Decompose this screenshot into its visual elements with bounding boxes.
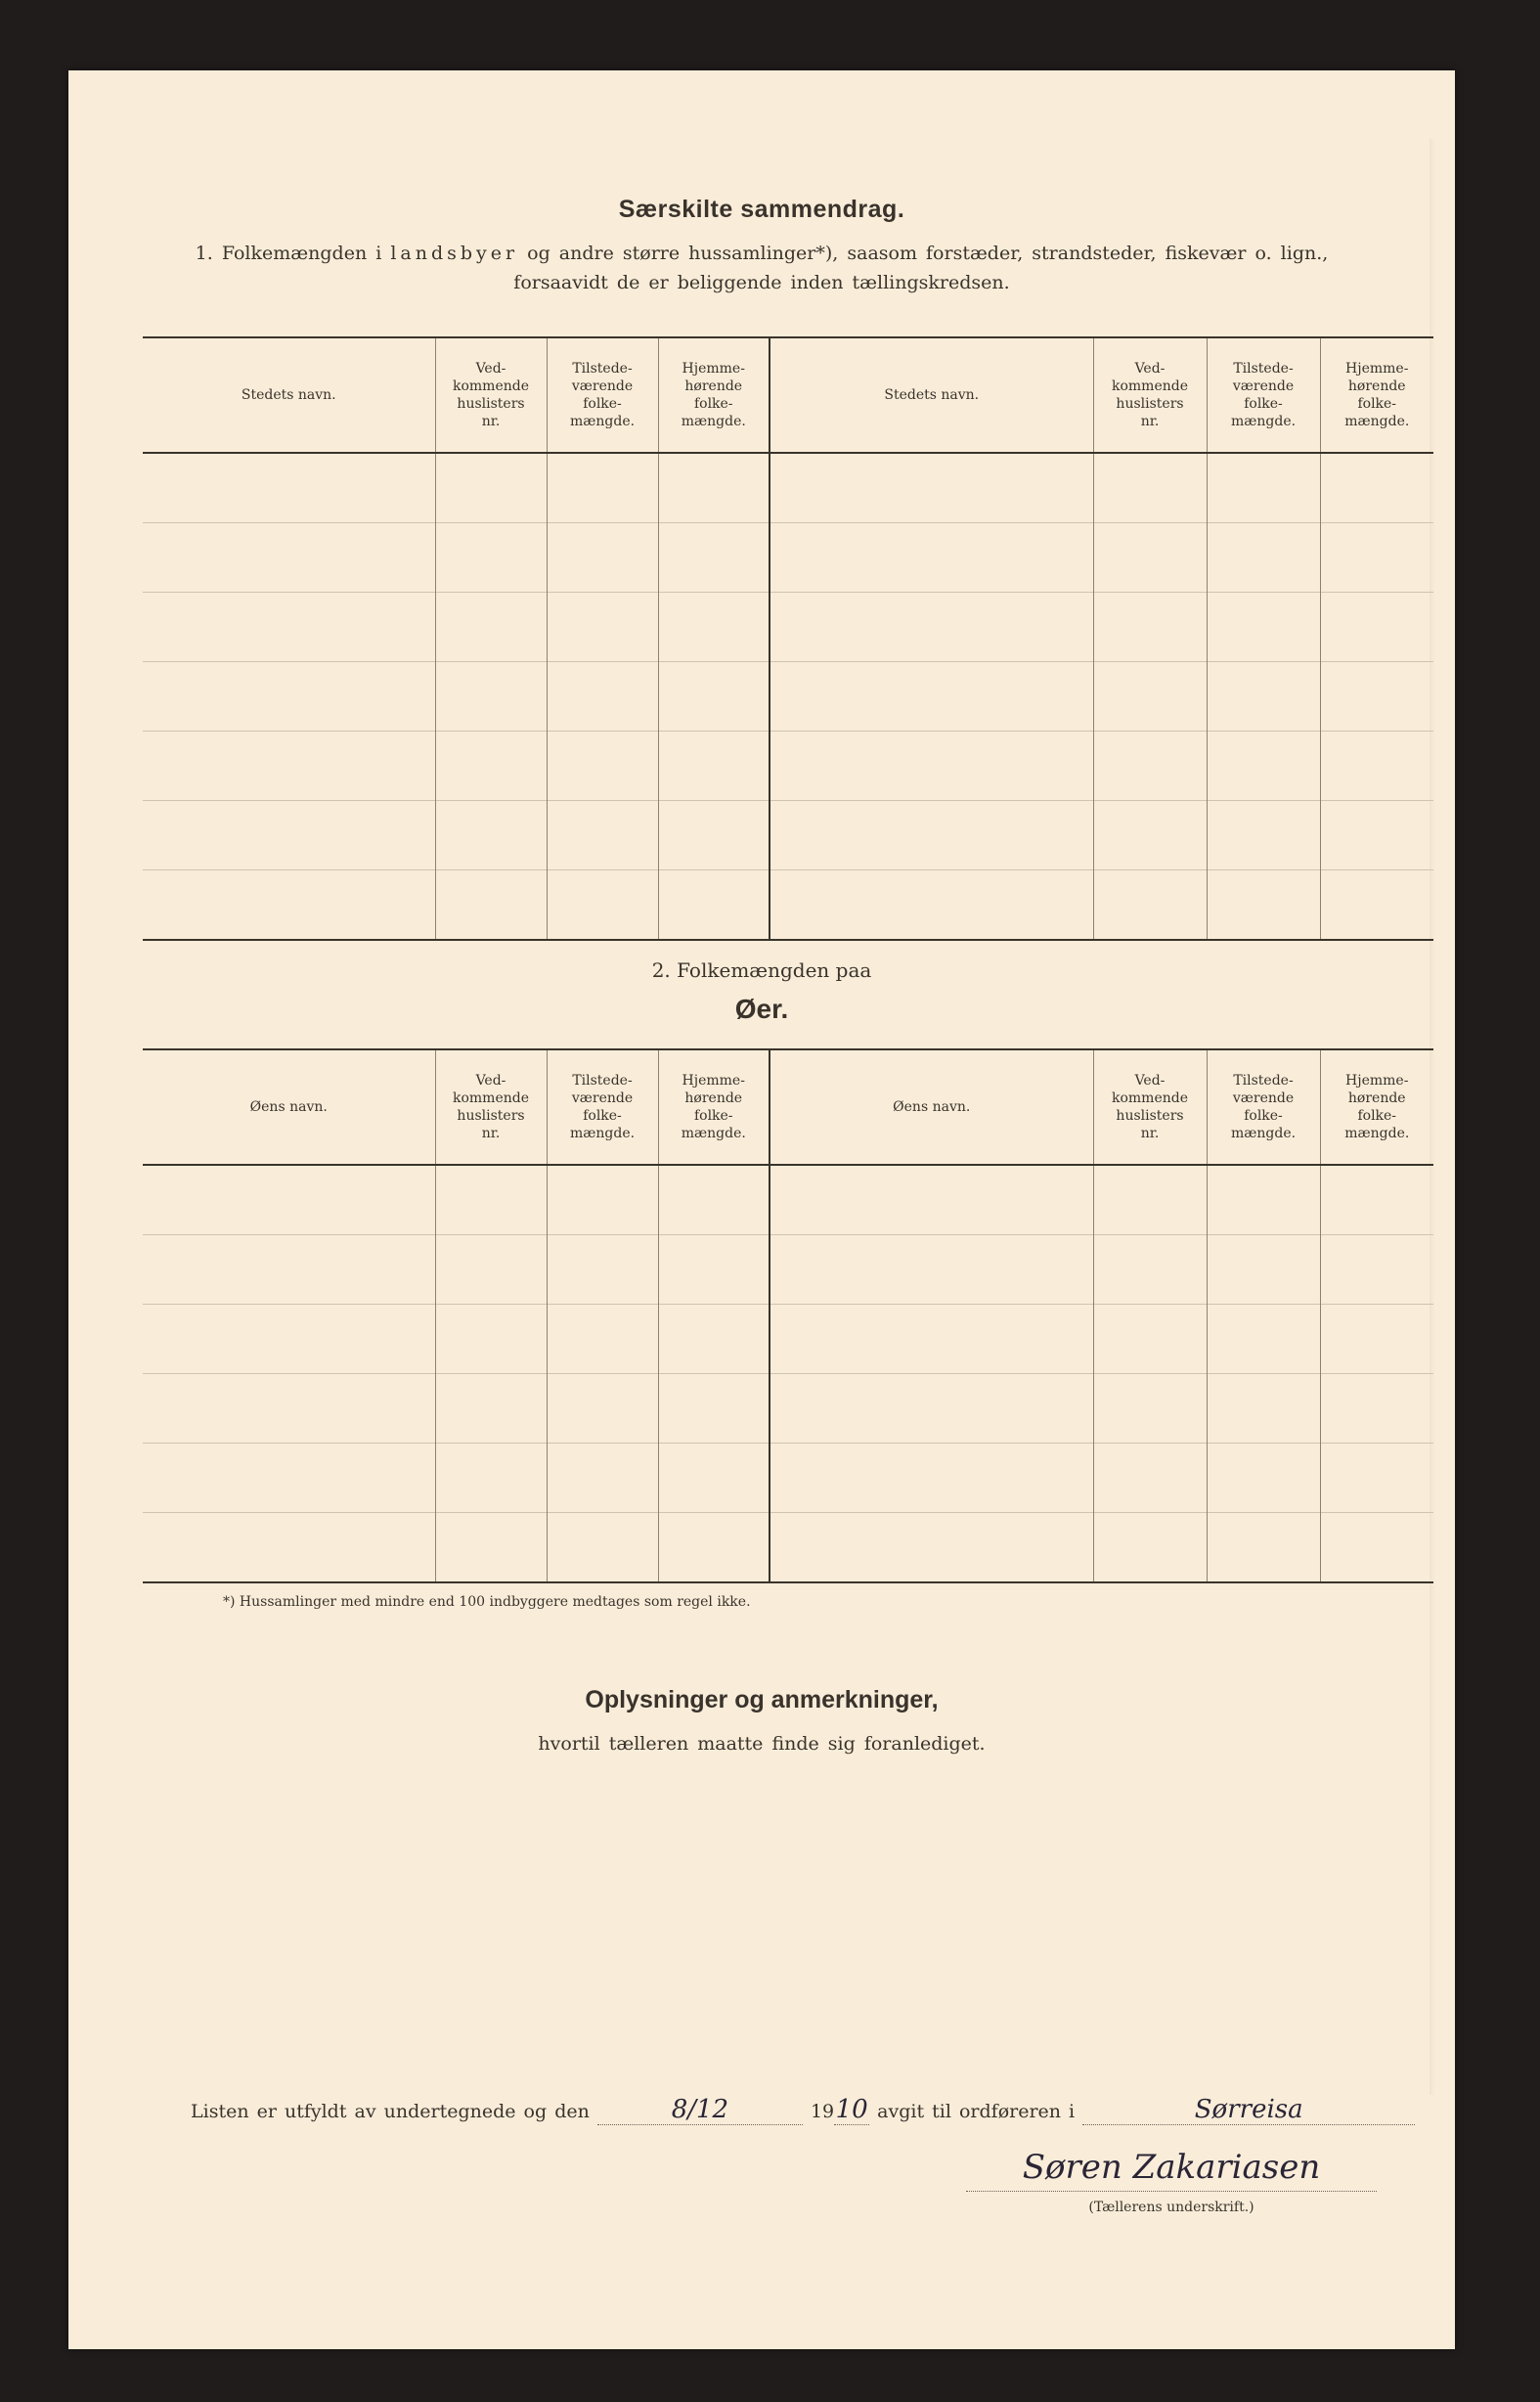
table-cell bbox=[1207, 732, 1320, 801]
table-row bbox=[143, 1374, 1433, 1444]
table-cell bbox=[1093, 1513, 1207, 1583]
enumerator-signature: Søren Zakariasen bbox=[966, 2148, 1377, 2192]
col-header-present-population-2: Tilstede- værende folke- mængde. bbox=[1207, 1049, 1320, 1165]
table-row bbox=[143, 801, 1433, 870]
enumerator-signature-block bbox=[966, 2148, 1377, 2215]
col-header-household-list-nr: Ved- kommende huslisters nr. bbox=[435, 1049, 547, 1165]
table-cell bbox=[547, 1235, 658, 1305]
table-row bbox=[143, 1305, 1433, 1374]
table-cell bbox=[1207, 1374, 1320, 1444]
table-cell bbox=[435, 1444, 547, 1513]
col-header-resident-population-2: Hjemme- hørende folke- mængde. bbox=[1320, 337, 1433, 453]
table-cell bbox=[770, 1444, 1093, 1513]
table-cell bbox=[658, 1513, 770, 1583]
table-cell bbox=[143, 1513, 435, 1583]
table-cell bbox=[770, 523, 1093, 593]
table-row bbox=[143, 1165, 1433, 1235]
col-header-resident-population: Hjemme- hørende folke- mængde. bbox=[658, 337, 770, 453]
completion-statement bbox=[191, 2095, 1415, 2125]
table-cell bbox=[1320, 1374, 1433, 1444]
table-cell bbox=[547, 732, 658, 801]
table-cell bbox=[770, 1513, 1093, 1583]
table-cell bbox=[435, 593, 547, 662]
section2-title: Øer. bbox=[734, 994, 789, 1024]
table-cell bbox=[1320, 593, 1433, 662]
table-cell bbox=[1320, 1444, 1433, 1513]
table-header-row bbox=[143, 1049, 1433, 1165]
table-cell bbox=[435, 1513, 547, 1583]
table-cell bbox=[1207, 593, 1320, 662]
table-cell bbox=[143, 453, 435, 523]
table-cell bbox=[1207, 870, 1320, 941]
table-cell bbox=[1093, 1235, 1207, 1305]
table-cell bbox=[1207, 1165, 1320, 1235]
col-header-present-population-2: Tilstede- værende folke- mængde. bbox=[1207, 337, 1320, 453]
table-cell bbox=[1207, 453, 1320, 523]
table-cell bbox=[1207, 1513, 1320, 1583]
table-row bbox=[143, 523, 1433, 593]
table-cell bbox=[770, 1374, 1093, 1444]
statement-middle: avgit til ordføreren i bbox=[877, 2101, 1076, 2122]
table-cell bbox=[143, 1235, 435, 1305]
signature-label: (Tællerens underskrift.) bbox=[1088, 2200, 1254, 2215]
table-cell bbox=[1207, 1444, 1320, 1513]
table-row bbox=[143, 453, 1433, 523]
table-cell bbox=[435, 453, 547, 523]
table-cell bbox=[1320, 1305, 1433, 1374]
remarks-subtitle: hvortil tælleren maatte finde sig foranlediget. bbox=[538, 1733, 986, 1755]
section1-title: Særskilte sammendrag. bbox=[618, 196, 905, 223]
table-row bbox=[143, 732, 1433, 801]
table-cell bbox=[435, 1235, 547, 1305]
table-cell bbox=[1320, 662, 1433, 732]
section1-intro-line2: forsaavidt de er beliggende inden tællingskredsen. bbox=[513, 272, 1010, 293]
table-cell bbox=[658, 593, 770, 662]
table-cell bbox=[1093, 801, 1207, 870]
table-cell bbox=[547, 1444, 658, 1513]
table-cell bbox=[658, 523, 770, 593]
year-field: 10 bbox=[835, 2095, 868, 2124]
year-prefix: 19 bbox=[810, 2101, 835, 2122]
col-header-present-population: Tilstede- værende folke- mængde. bbox=[547, 337, 658, 453]
table-cell bbox=[547, 593, 658, 662]
table-cell bbox=[1320, 453, 1433, 523]
census-form-page bbox=[68, 70, 1455, 2349]
table-cell bbox=[770, 662, 1093, 732]
table-cell bbox=[547, 870, 658, 941]
table-cell bbox=[547, 1165, 658, 1235]
table-cell bbox=[1320, 1513, 1433, 1583]
col-header-resident-population-2: Hjemme- hørende folke- mængde. bbox=[1320, 1049, 1433, 1165]
date-field: 8/12 bbox=[597, 2095, 803, 2125]
table-cell bbox=[143, 1374, 435, 1444]
col-header-place-name: Stedets navn. bbox=[143, 337, 435, 453]
table-cell bbox=[1093, 732, 1207, 801]
table-cell bbox=[1093, 662, 1207, 732]
table-cell bbox=[770, 870, 1093, 941]
col-header-household-list-nr-2: Ved- kommende huslisters nr. bbox=[1093, 337, 1207, 453]
table-cell bbox=[435, 801, 547, 870]
table-cell bbox=[1093, 453, 1207, 523]
islands-table bbox=[143, 1048, 1433, 1583]
table-cell bbox=[1093, 870, 1207, 941]
table-cell bbox=[658, 870, 770, 941]
remarks-title: Oplysninger og anmerkninger, bbox=[585, 1686, 939, 1713]
table-cell bbox=[658, 1374, 770, 1444]
table-cell bbox=[547, 1513, 658, 1583]
table-cell bbox=[1320, 870, 1433, 941]
table-cell bbox=[1093, 1444, 1207, 1513]
table-cell bbox=[143, 593, 435, 662]
table-header-row bbox=[143, 337, 1433, 453]
table-row bbox=[143, 870, 1433, 941]
table-cell bbox=[770, 1305, 1093, 1374]
table-cell bbox=[435, 1165, 547, 1235]
table-cell bbox=[547, 1374, 658, 1444]
intro-suffix: og andre større hussamlinger*), saasom forstæder, strandsteder, fiskevær o. lign., bbox=[518, 243, 1329, 264]
table-cell bbox=[658, 453, 770, 523]
footnote: *) Hussamlinger med mindre end 100 indbyggere medtages som regel ikke. bbox=[223, 1594, 751, 1610]
table-cell bbox=[143, 1165, 435, 1235]
table-cell bbox=[143, 801, 435, 870]
col-header-present-population: Tilstede- værende folke- mængde. bbox=[547, 1049, 658, 1165]
table-cell bbox=[1093, 523, 1207, 593]
table-row bbox=[143, 593, 1433, 662]
table-cell bbox=[143, 732, 435, 801]
table-row bbox=[143, 1235, 1433, 1305]
table-cell bbox=[1207, 801, 1320, 870]
table-cell bbox=[1093, 1305, 1207, 1374]
col-header-household-list-nr: Ved- kommende huslisters nr. bbox=[435, 337, 547, 453]
table-cell bbox=[770, 801, 1093, 870]
table-cell bbox=[658, 1305, 770, 1374]
table-cell bbox=[1320, 1235, 1433, 1305]
table-cell bbox=[143, 870, 435, 941]
section2-number-line: 2. Folkemængden paa bbox=[651, 958, 872, 982]
table-cell bbox=[143, 523, 435, 593]
table-cell bbox=[1320, 732, 1433, 801]
table-cell bbox=[435, 523, 547, 593]
table-cell bbox=[658, 801, 770, 870]
table-cell bbox=[1207, 1305, 1320, 1374]
intro-spaced-word: landsbyer bbox=[390, 243, 519, 264]
table-cell bbox=[435, 1374, 547, 1444]
table-row bbox=[143, 1513, 1433, 1583]
table-row bbox=[143, 1444, 1433, 1513]
statement-prefix: Listen er utfyldt av undertegnede og den bbox=[191, 2101, 590, 2122]
municipality-field: Sørreisa bbox=[1082, 2095, 1415, 2125]
table-cell bbox=[435, 732, 547, 801]
table-cell bbox=[1320, 523, 1433, 593]
table-cell bbox=[143, 662, 435, 732]
settlements-table bbox=[143, 336, 1433, 941]
table-cell bbox=[547, 662, 658, 732]
table-cell bbox=[1207, 523, 1320, 593]
table-cell bbox=[770, 1165, 1093, 1235]
table-cell bbox=[1320, 801, 1433, 870]
table-cell bbox=[658, 1235, 770, 1305]
col-header-island-name: Øens navn. bbox=[143, 1049, 435, 1165]
table-cell bbox=[1207, 1235, 1320, 1305]
table-cell bbox=[1320, 1165, 1433, 1235]
col-header-island-name-2: Øens navn. bbox=[770, 1049, 1093, 1165]
table-cell bbox=[1093, 593, 1207, 662]
table-cell bbox=[658, 1165, 770, 1235]
table-cell bbox=[547, 801, 658, 870]
table-cell bbox=[770, 593, 1093, 662]
table-cell bbox=[547, 523, 658, 593]
table-cell bbox=[658, 732, 770, 801]
table-cell bbox=[435, 870, 547, 941]
table-cell bbox=[435, 1305, 547, 1374]
col-header-place-name-2: Stedets navn. bbox=[770, 337, 1093, 453]
table-row bbox=[143, 662, 1433, 732]
table-cell bbox=[658, 662, 770, 732]
table-cell bbox=[435, 662, 547, 732]
table-cell bbox=[1207, 662, 1320, 732]
table-cell bbox=[143, 1305, 435, 1374]
table-cell bbox=[770, 732, 1093, 801]
table-cell bbox=[1093, 1374, 1207, 1444]
table-cell bbox=[143, 1444, 435, 1513]
col-header-resident-population: Hjemme- hørende folke- mængde. bbox=[658, 1049, 770, 1165]
table-cell bbox=[658, 1444, 770, 1513]
col-header-household-list-nr-2: Ved- kommende huslisters nr. bbox=[1093, 1049, 1207, 1165]
table-cell bbox=[547, 453, 658, 523]
section1-intro-line1 bbox=[68, 243, 1455, 264]
intro-prefix: 1. Folkemængden i bbox=[195, 243, 391, 264]
table-cell bbox=[770, 453, 1093, 523]
table-cell bbox=[547, 1305, 658, 1374]
table-cell bbox=[1093, 1165, 1207, 1235]
table-cell bbox=[770, 1235, 1093, 1305]
